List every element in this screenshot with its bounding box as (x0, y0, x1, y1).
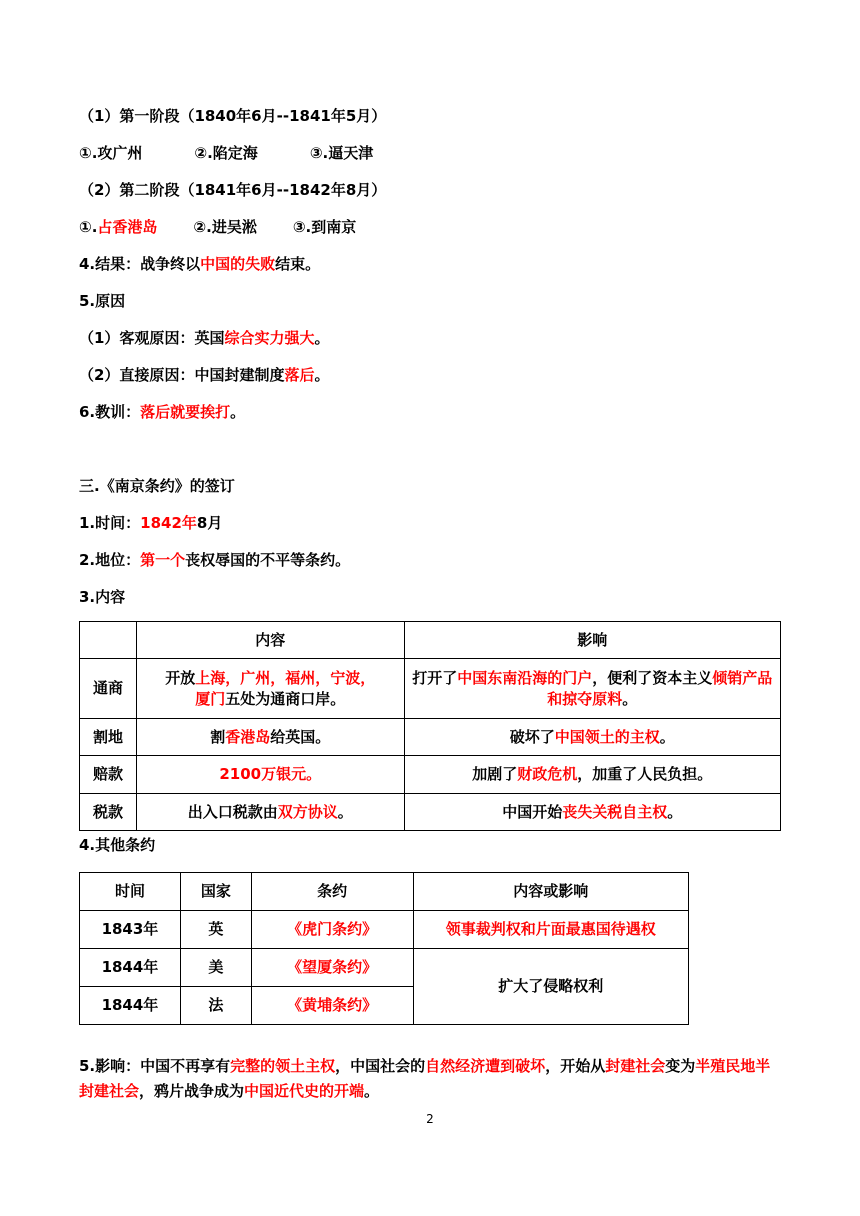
trade-ports-xiamen: 厦门 (195, 689, 226, 708)
cause-direct-post: 。 (314, 366, 330, 384)
treaty-country: 英 (180, 911, 251, 949)
stage2-items (79, 217, 356, 237)
result-post: 结束。 (275, 255, 321, 273)
stage2-item-highlight: 占香港岛 (97, 218, 158, 236)
influence-text: ，鸦片战争成为 (139, 1082, 245, 1100)
tariff-impact (404, 794, 780, 831)
treaty-content-table (79, 621, 781, 831)
row-label: 税款 (80, 794, 137, 831)
cause-title: 5.原因 (79, 292, 126, 310)
tariff-content-pre: 出入口税款由 (187, 802, 278, 821)
table-row-tariff (80, 794, 781, 831)
trade-ports: 上海，广州，福州，宁波， (195, 668, 376, 687)
result-pre: 4.结果：战争终以 (79, 255, 201, 273)
row-label: 赔款 (80, 756, 137, 794)
influence-highlight: 中国近代史的开端 (244, 1082, 365, 1100)
table-row-land (80, 719, 781, 756)
stage2-title: （2）第二阶段（1841年6月--1842年8月） (79, 181, 387, 199)
table-row (80, 949, 689, 987)
time-pre: 1.时间： (79, 514, 141, 532)
influence-text: ，开始从 (545, 1057, 606, 1075)
stage2-item: ②.进吴淞 (193, 218, 257, 236)
result-line (79, 254, 320, 274)
cause-direct-highlight: 落后 (284, 366, 315, 384)
indemnity-impact-pre: 加剧了 (472, 765, 518, 783)
table-header-cell (80, 622, 137, 659)
treaty-impact-merged: 扩大了侵略权利 (413, 949, 688, 1025)
land-content (136, 719, 404, 756)
trade-content-pre: 开放 (165, 668, 196, 687)
cause-objective-post: 。 (314, 329, 330, 347)
treaty-impact: 领事裁判权和片面最惠国待遇权 (413, 911, 688, 949)
indemnity-impact-highlight: 财政危机 (517, 765, 578, 783)
land-impact (404, 719, 780, 756)
status-highlight: 第一个 (140, 551, 186, 569)
tariff-content-post: 。 (337, 802, 353, 821)
lesson-line (79, 402, 245, 422)
table-header-cell: 内容 (136, 622, 404, 659)
table-header-row (80, 873, 689, 911)
table-header-cell: 国家 (180, 873, 251, 911)
tariff-impact-post: 。 (667, 802, 683, 821)
influence-highlight: 自然经济遭到破坏 (425, 1057, 546, 1075)
trade-content-post: 五处为通商口岸。 (225, 689, 346, 708)
indemnity-content (136, 756, 404, 794)
land-impact-highlight: 中国领土的主权 (554, 727, 660, 746)
treaty-time: 1844年 (80, 949, 181, 987)
stage1-item: ③.逼天津 (309, 144, 374, 162)
status-post: 丧权辱国的不平等条约。 (185, 551, 351, 569)
influence-text: ，中国社会的 (335, 1057, 426, 1075)
lesson-pre: 6.教训： (79, 403, 141, 421)
treaty-name: 《虎门条约》 (251, 911, 413, 949)
influence-highlight: 封建社会 (605, 1057, 666, 1075)
land-content-highlight: 香港岛 (225, 727, 271, 746)
other-treaties-title: 4.其他条约 (79, 836, 156, 854)
treaty-name: 《望厦条约》 (251, 949, 413, 987)
table-header-cell: 内容或影响 (413, 873, 688, 911)
stage1-items (79, 143, 373, 163)
content-title: 3.内容 (79, 588, 126, 606)
page-number: 2 (426, 1112, 434, 1126)
other-treaties-table (79, 872, 689, 1025)
treaty-name: 《黄埔条约》 (251, 987, 413, 1025)
stage2-item-num: ①. (79, 218, 98, 236)
treaty-time: 1843年 (80, 911, 181, 949)
influence-text: 5.影响：中国不再享有 (79, 1057, 231, 1075)
cause-objective (79, 328, 329, 348)
row-label: 通商 (80, 659, 137, 719)
treaty-country: 法 (180, 987, 251, 1025)
indemnity-impact (404, 756, 780, 794)
influence-text: 变为 (665, 1057, 696, 1075)
trade-impact (404, 659, 780, 719)
indemnity-amount: 2100万银元。 (219, 765, 322, 783)
trade-impact-mid: ，便利了资本主义 (592, 668, 713, 687)
tariff-content-highlight: 双方协议 (277, 802, 338, 821)
table-row (80, 911, 689, 949)
influence-paragraph (79, 1054, 785, 1104)
result-highlight: 中国的失败 (200, 255, 276, 273)
stage1-title: （1）第一阶段（1840年6月--1841年5月） (79, 107, 387, 125)
trade-content (136, 659, 404, 719)
land-impact-post: 。 (659, 727, 675, 746)
stage1-item: ②.陷定海 (194, 144, 258, 162)
trade-impact-pre: 打开了 (412, 668, 458, 687)
treaty-time: 1844年 (80, 987, 181, 1025)
table-header-cell: 时间 (80, 873, 181, 911)
indemnity-impact-post: ，加重了人民负担。 (577, 765, 713, 783)
section3-title: 三.《南京条约》的签订 (79, 477, 235, 495)
trade-impact-post: 。 (622, 689, 638, 708)
time-line (79, 513, 222, 533)
time-highlight: 1842年 (140, 514, 197, 532)
cause-direct-pre: （2）直接原因：中国封建制度 (79, 366, 285, 384)
table-header-cell: 条约 (251, 873, 413, 911)
lesson-post: 。 (230, 403, 246, 421)
table-header-cell: 影响 (404, 622, 780, 659)
stage1-item: ①.攻广州 (79, 144, 143, 162)
tariff-impact-highlight: 丧失关税自主权 (562, 802, 668, 821)
lesson-highlight: 落后就要挨打 (140, 403, 231, 421)
table-header-row (80, 622, 781, 659)
treaty-country: 美 (180, 949, 251, 987)
stage2-item: ③.到南京 (292, 218, 357, 236)
tariff-impact-pre: 中国开始 (502, 802, 563, 821)
status-line (79, 550, 350, 570)
land-content-post: 给英国。 (270, 727, 331, 746)
status-pre: 2.地位： (79, 551, 141, 569)
cause-objective-pre: （1）客观原因：英国 (79, 329, 225, 347)
influence-highlight: 半殖民地半封建社会 (79, 1057, 771, 1100)
influence-text: 。 (364, 1082, 380, 1100)
influence-highlight: 完整的领土主权 (230, 1057, 336, 1075)
cause-direct (79, 365, 329, 385)
trade-impact-highlight: 中国东南沿海的门户 (457, 668, 593, 687)
trade-impact-highlight: 倾销产品和掠夺原料 (547, 668, 773, 708)
land-impact-pre: 破坏了 (509, 727, 555, 746)
table-row-trade (80, 659, 781, 719)
cause-objective-highlight: 综合实力强大 (224, 329, 315, 347)
land-content-pre: 割 (210, 727, 226, 746)
tariff-content (136, 794, 404, 831)
table-row-indemnity (80, 756, 781, 794)
time-post: 8月 (196, 514, 223, 532)
row-label: 割地 (80, 719, 137, 756)
